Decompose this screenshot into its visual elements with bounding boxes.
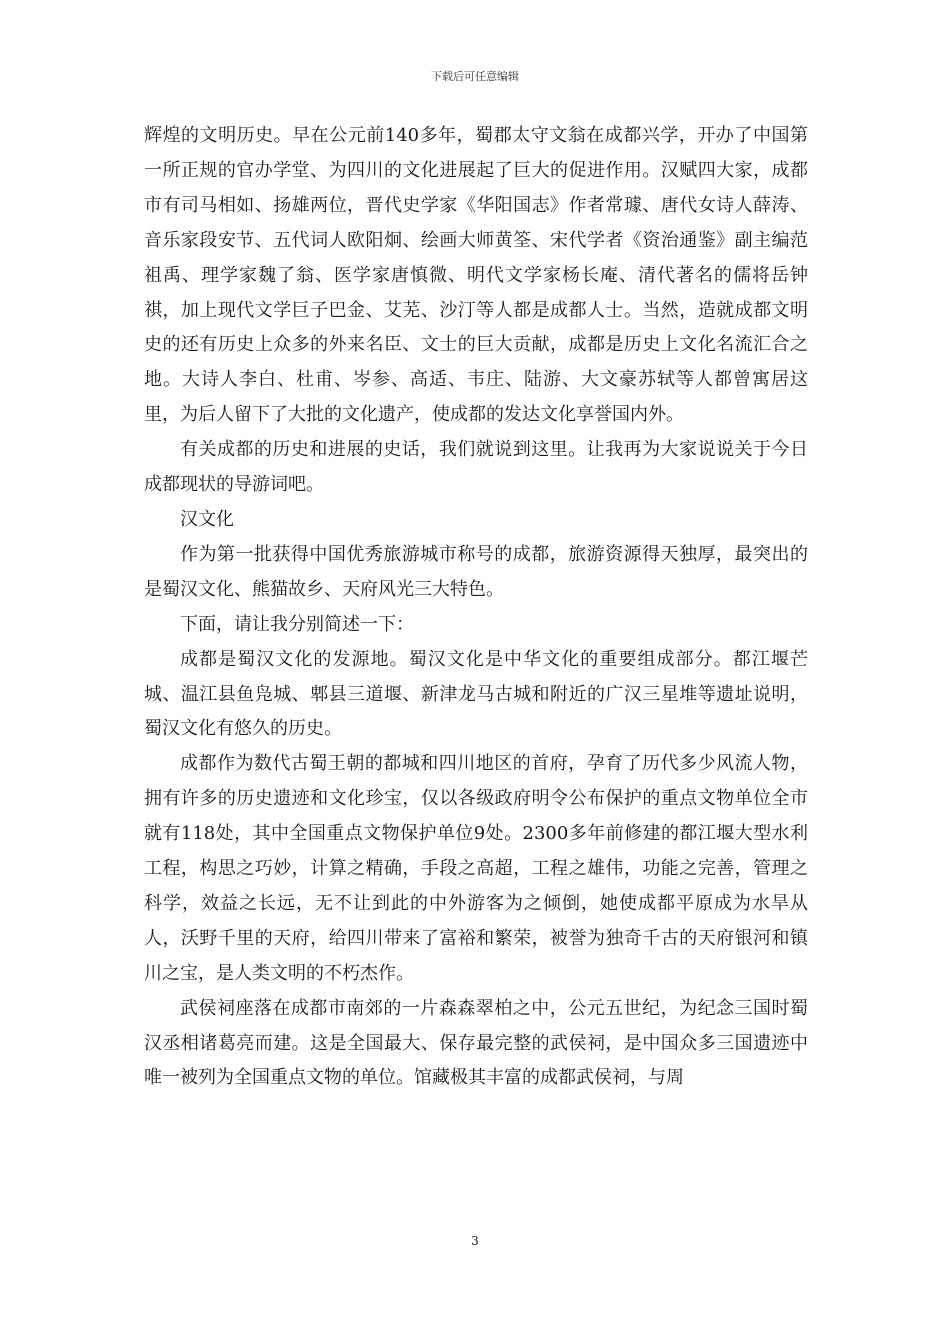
body-text bbox=[144, 119, 808, 1096]
paragraph: 武侯祠座落在成都市南郊的一片森森翠柏之中，公元五世纪，为纪念三国时蜀汉丞相诸葛亮而建。这是全国最大、保存最完整的武侯祠，是中国众多三国遗迹中唯一被列为全国重点文物的单位。馆藏极其丰富的成都武侯祠，与周 bbox=[144, 997, 808, 1089]
page-header: 下载后可任意编辑 bbox=[431, 70, 519, 83]
paragraph: 有关成都的历史和进展的史话，我们就说到这里。让我再为大家说说关于今日成都现状的导游词吧。 bbox=[144, 439, 808, 496]
paragraph: 成都是蜀汉文化的发源地。蜀汉文化是中华文化的重要组成部分。都江堰芒城、温江县鱼凫城、郫县三道堰、新津龙马古城和附近的广汉三星堆等遗址说明，蜀汉文化有悠久的历史。 bbox=[144, 648, 808, 740]
paragraph-continued: 辉煌的文明历史。早在公元前140多年，蜀郡太守文翁在成都兴学，开办了中国第一所正规的官办学堂、为四川的文化进展起了巨大的促进作用。汉赋四大家，成都市有司马相如、扬雄两位，晋代史学家《华阳国志》作者常璩、唐代女诗人薛涛、音乐家段安节、五代词人欧阳炯、绘画大师黄筌、宋代学者《资治通鉴》副主编范祖禹、理学家魏了翁、医学家唐慎微、明代文学家杨长庵、清代著名的儒将岳钟祺，加上现代文学巨子巴金、艾芜、沙汀等人都是成都人士。当然，造就成都文明史的还有历史上众多的外来名臣、文士的巨大贡献，成都是历史上文化名流汇合之地。大诗人李白、杜甫、岑参、高适、韦庄、陆游、大文豪苏轼等人都曾寓居这里，为后人留下了大批的文化遗产，使成都的发达文化享誉国内外。 bbox=[144, 125, 808, 426]
section-heading: 汉文化 bbox=[180, 508, 234, 530]
page-number: 3 bbox=[471, 1234, 479, 1248]
paragraph: 下面，请让我分别简述一下： bbox=[180, 613, 414, 635]
paragraph: 成都作为数代古蜀王朝的都城和四川地区的首府，孕育了历代多少风流人物，拥有许多的历史遗迹和文化珍宝，仅以各级政府明令公布保护的重点文物单位全市就有118处，其中全国重点文物保护单位9处。2300多年前修建的都江堰大型水利工程，构思之巧妙，计算之精确，手段之高超，工程之雄伟，功能之完善，管理之科学，效益之长远，无不让到此的中外游客为之倾倒，她使成都平原成为水旱从人，沃野千里的天府，给四川带来了富裕和繁荣，被誉为独奇千古的天府银河和镇川之宝，是人类文明的不朽杰作。 bbox=[144, 753, 808, 984]
paragraph: 作为第一批获得中国优秀旅游城市称号的成都，旅游资源得天独厚，最突出的是蜀汉文化、熊猫故乡、天府风光三大特色。 bbox=[144, 543, 808, 600]
